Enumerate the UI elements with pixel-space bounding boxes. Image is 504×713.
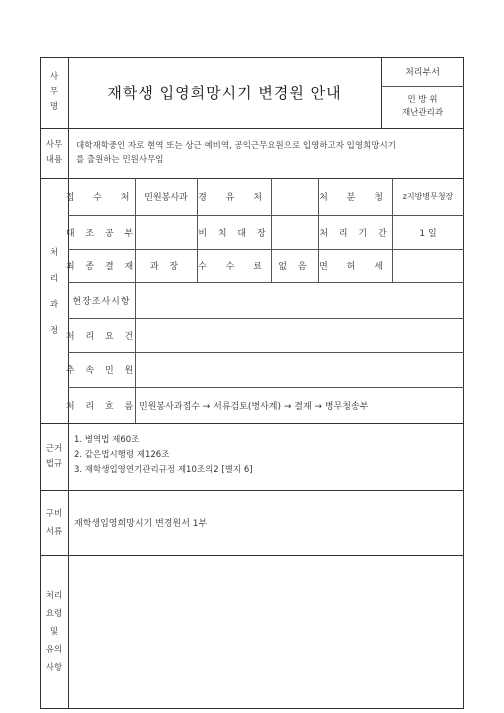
processing-period-label: 처 리 기 간 [319, 228, 391, 239]
list-item: 1. 병역법 제60조 [74, 435, 140, 445]
disposal-office-label: 처 분 청 [319, 193, 391, 203]
final-approval-label: 최 종 결 재 [65, 262, 138, 272]
processing-flow-label: 처 리 흐 름 [65, 401, 138, 412]
via-office-value [271, 178, 318, 215]
notes-label: 처리 요령 및 유의 사항 [45, 591, 63, 673]
fee-value: 없 음 [278, 262, 311, 272]
license-tax-label: 면 허 세 [319, 262, 391, 272]
register-label: 비 치 대 장 [198, 228, 270, 239]
processing-requirements-label: 처 리 요 건 [65, 331, 138, 342]
final-approval-value: 과 장 [149, 262, 183, 272]
divider [40, 128, 464, 129]
via-office-label: 경 유 처 [198, 193, 270, 203]
page-title: 재학생 입영희망시기 변경원 안내 [107, 84, 342, 102]
reference-ledger-label: 대 조 공 부 [65, 228, 138, 239]
summary-text: 대학재학중인 자로 현역 또는 상근 예비역, 공익근무요원으로 입영하고자 입영희망시기 를 출원하는 민원사무임 [76, 141, 396, 165]
follow-up-petition-label: 추 속 민 원 [65, 366, 138, 376]
list-item: 3. 재학생입영연기관리규정 제10조의2 [별지 6] [74, 465, 253, 475]
list-item: 2. 같은법시행령 제126조 [74, 450, 170, 460]
office-value: 민 방 위 재난관리과 [401, 95, 444, 118]
fee-label: 수 수 료 [198, 262, 270, 272]
basis-label: 근거 법규 [45, 443, 63, 469]
summary-label: 사무 내용 [45, 140, 63, 165]
divider [40, 423, 464, 424]
processing-flow-value: 민원봉사과접수 → 서류검토(병사계) → 결재 → 병무청송부 [139, 401, 369, 412]
site-inspection-label: 현장조사시항 [72, 296, 131, 307]
docs-text: 재학생입영희망시기 변경원서 1부 [74, 519, 208, 529]
receipt-office-label: 접 수 처 [65, 193, 138, 203]
process-side-label: 처 리 과 정 [49, 248, 59, 336]
register-value [271, 215, 318, 249]
receipt-office-value: 민원봉사과 [144, 193, 188, 203]
header-side-label: 사 무 명 [49, 72, 59, 112]
disposal-office-value: z지방병무청장 [402, 192, 454, 201]
office-label: 처리부서 [405, 68, 440, 78]
reference-ledger-value [135, 215, 197, 249]
divider [40, 555, 464, 556]
basis-list [74, 433, 460, 478]
processing-period-value: 1 일 [419, 228, 437, 239]
license-tax-value [392, 249, 464, 282]
docs-label: 구비 서류 [45, 508, 63, 537]
